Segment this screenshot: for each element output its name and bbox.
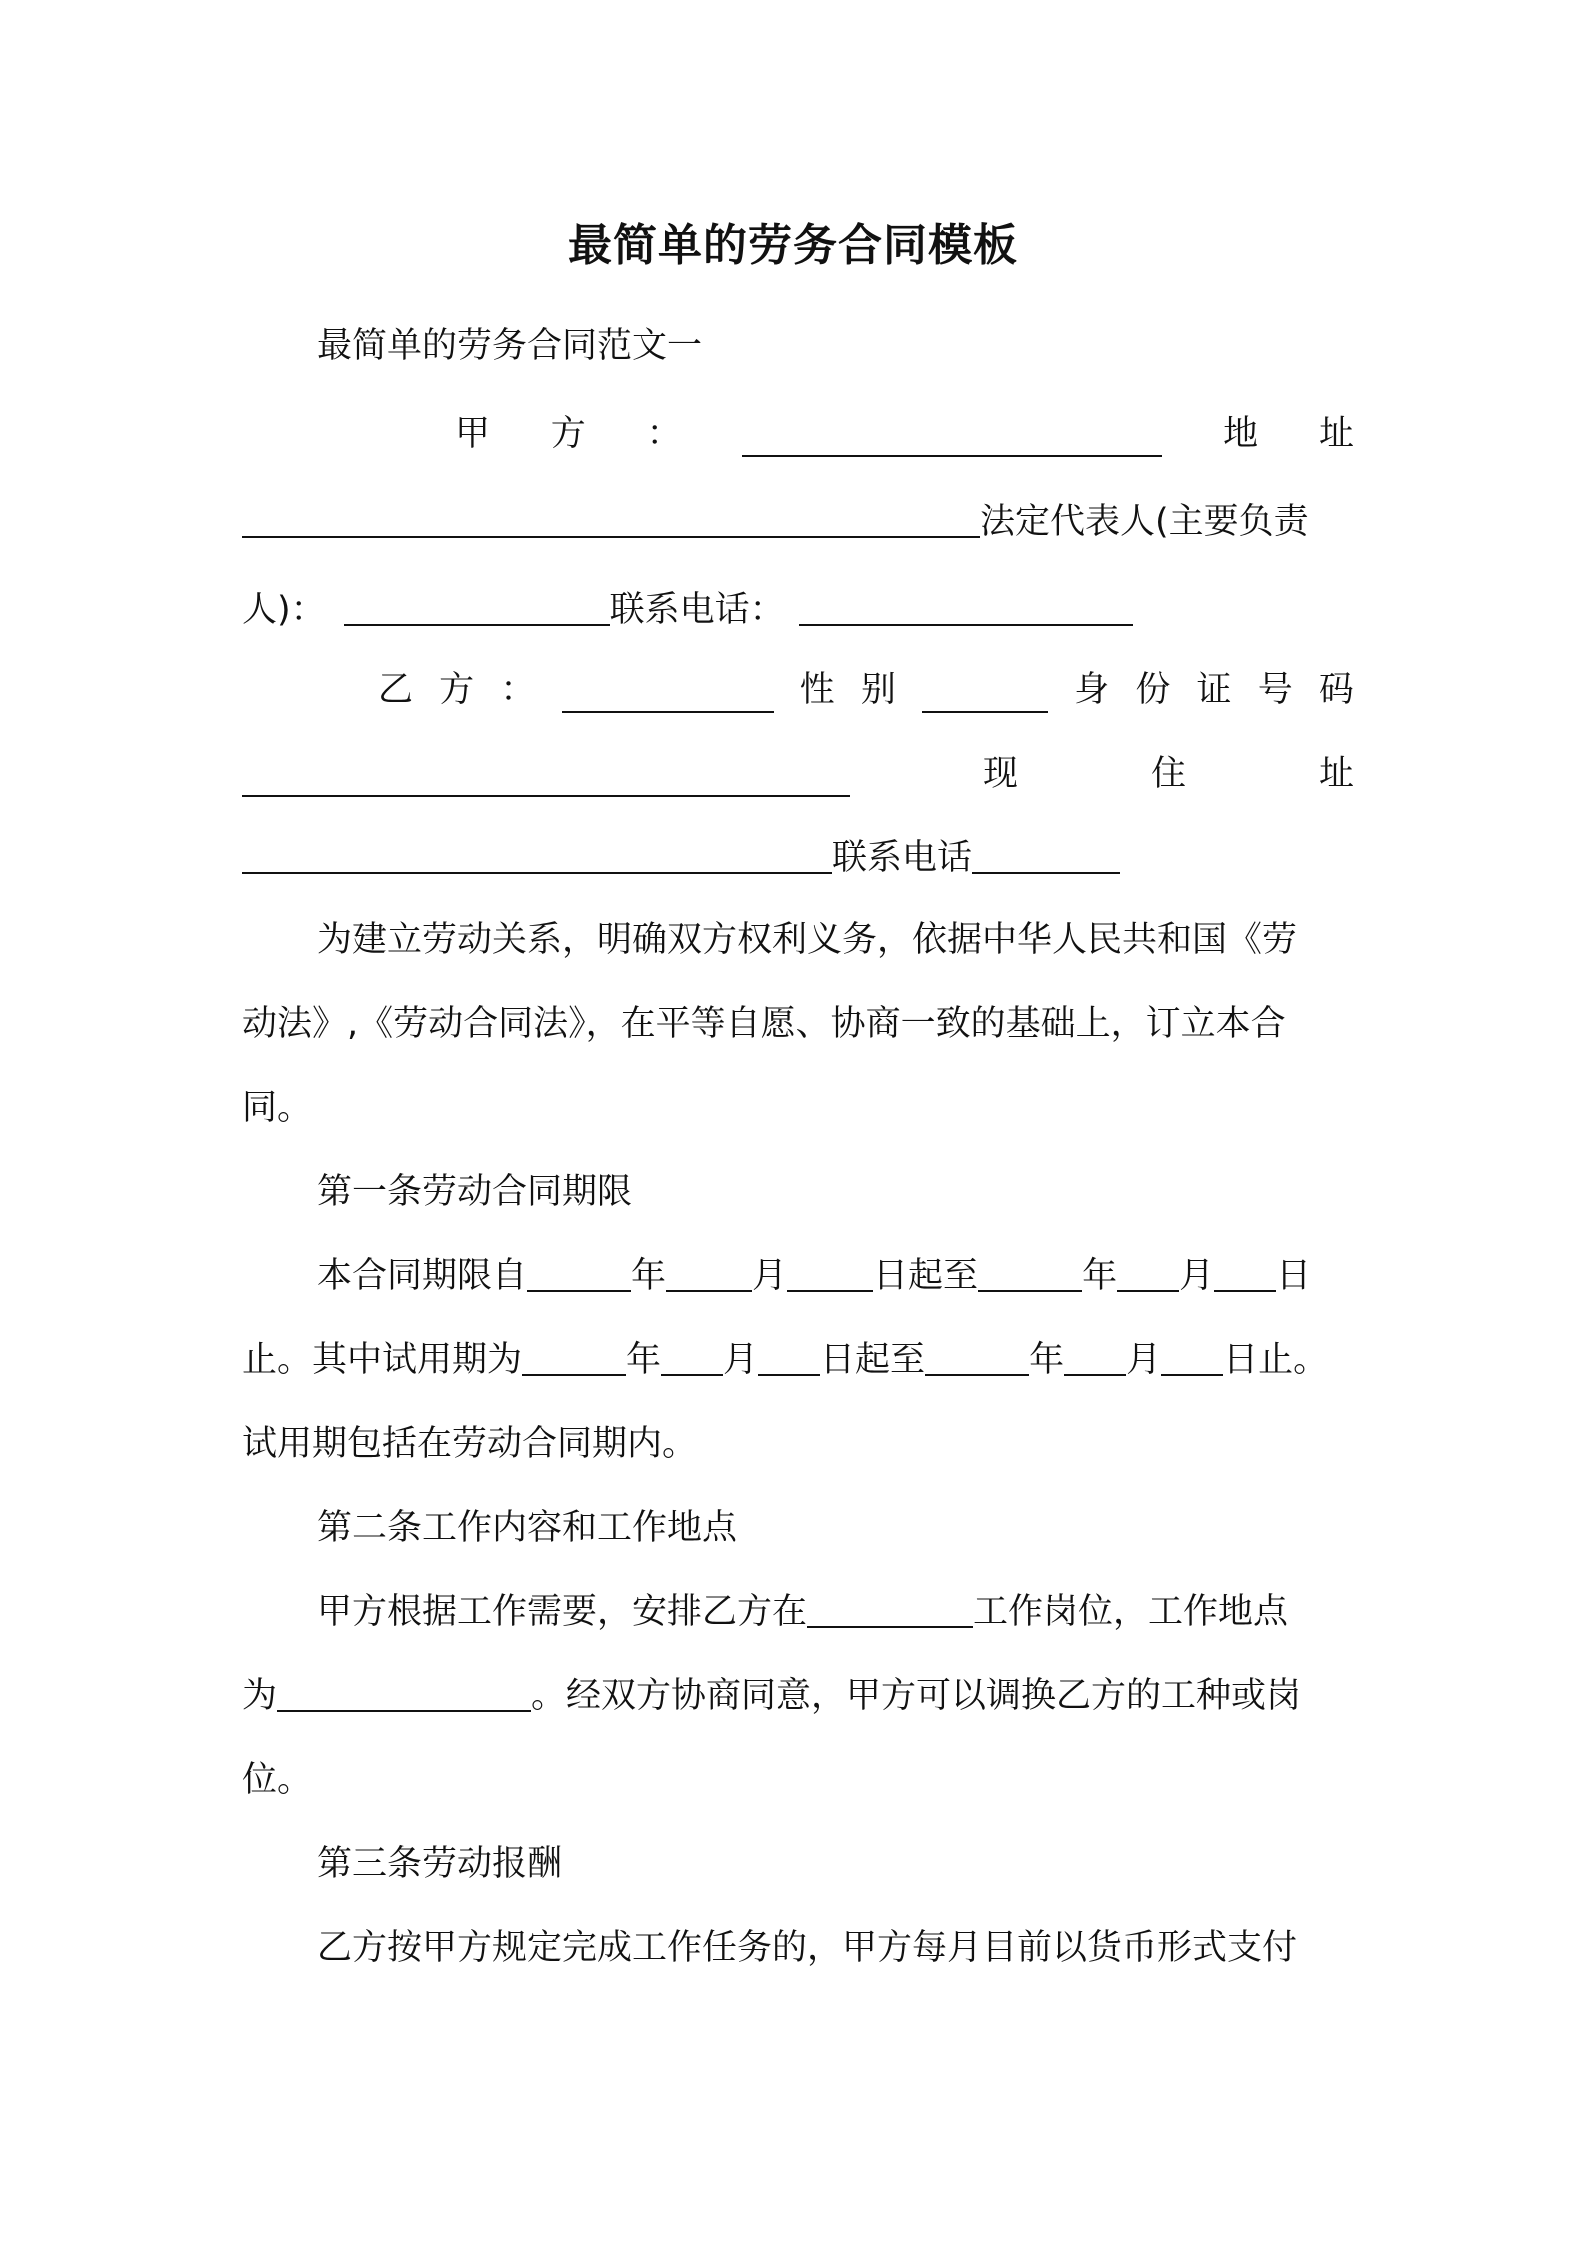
article-2-text-rest: 。经双方协商同意，甲方可以调换乙方的工种或岗	[531, 1676, 1302, 1716]
party-b-label-yi: 乙	[378, 670, 414, 710]
year-label: 年	[631, 1256, 667, 1296]
party-b-gender-blank	[922, 667, 1048, 713]
party-b-id-char-3: 号	[1257, 670, 1293, 710]
end-year-blank	[978, 1246, 1082, 1292]
party-a-label-fang: 方	[550, 414, 586, 454]
party-a-colon: ：	[646, 414, 682, 454]
probation-start-year-blank	[522, 1330, 626, 1376]
article-3-line-1: 乙方按甲方规定完成工作任务的，甲方每月目前以货币形式支付	[317, 1928, 1298, 1968]
end-month-blank	[1117, 1246, 1179, 1292]
year-label: 年	[1029, 1340, 1065, 1380]
party-a-legal-rep-label: 法定代表人(主要负责	[980, 502, 1309, 542]
intro-line-2: 动法》,《劳动合同法》，在平等自愿、协商一致的基础上，订立本合	[242, 1004, 1286, 1044]
article-2-line-3: 位。	[242, 1760, 313, 1800]
party-b-label-fang: 方	[439, 670, 475, 710]
party-b-line	[378, 660, 1354, 720]
article-2-text-cont: 工作岗位，工作地点	[973, 1592, 1289, 1632]
start-month-blank	[666, 1246, 752, 1292]
probation-end-day-blank	[1161, 1330, 1223, 1376]
article-1-line-2	[242, 1330, 1328, 1390]
party-b-gender-bie: 别	[860, 670, 896, 710]
party-b-id-char-2: 证	[1196, 670, 1232, 710]
party-b-phone-blank	[972, 828, 1120, 874]
party-b-id-char-0: 身	[1074, 670, 1110, 710]
day-label: 日	[1276, 1256, 1312, 1296]
party-b-residence-char-0: 现	[982, 754, 1018, 794]
to-label: 日起至	[873, 1256, 979, 1296]
party-a-address-line	[242, 492, 1309, 552]
probation-start-day-blank	[758, 1330, 820, 1376]
document-title: 最简单的劳务合同模板	[568, 220, 1018, 271]
probation-text: 止。其中试用期为	[242, 1340, 523, 1380]
party-a-rep-line	[242, 580, 1133, 640]
month-label: 月	[1126, 1340, 1162, 1380]
party-a-name-blank	[742, 411, 1162, 457]
party-b-name-blank	[562, 667, 774, 713]
article-2-line-1	[317, 1582, 1288, 1642]
party-a-phone-label: 联系电话：	[609, 590, 785, 630]
end-day-blank	[1214, 1246, 1276, 1292]
article-1-text: 本合同期限自	[317, 1256, 528, 1296]
start-day-blank	[787, 1246, 873, 1292]
party-b-residence-char-2: 址	[1318, 754, 1354, 794]
probation-end-year-blank	[925, 1330, 1029, 1376]
work-location-blank	[277, 1666, 531, 1712]
day-label: 日止。	[1223, 1340, 1329, 1380]
month-label: 月	[752, 1256, 788, 1296]
article-1-line-1	[317, 1246, 1311, 1306]
party-b-residence-char-1: 住	[1150, 754, 1186, 794]
party-b-colon: ：	[500, 670, 536, 710]
probation-end-month-blank	[1064, 1330, 1126, 1376]
party-b-id-char-1: 份	[1135, 670, 1171, 710]
party-a-address-blank	[242, 492, 980, 538]
month-label: 月	[723, 1340, 759, 1380]
intro-line-1: 为建立劳动关系，明确双方权利义务，依据中华人民共和国《劳	[317, 920, 1298, 960]
party-b-residence-blank	[242, 828, 832, 874]
year-label: 年	[1082, 1256, 1118, 1296]
article-2-heading: 第二条工作内容和工作地点	[317, 1508, 738, 1548]
party-b-phone-label: 联系电话	[832, 838, 973, 878]
party-b-id-char-4: 码	[1318, 670, 1354, 710]
article-1-heading: 第一条劳动合同期限	[317, 1172, 633, 1212]
intro-line-3: 同。	[242, 1088, 313, 1128]
article-2-text: 甲方根据工作需要，安排乙方在	[317, 1592, 808, 1632]
article-1-line-3: 试用期包括在劳动合同期内。	[242, 1424, 698, 1464]
to-label: 日起至	[820, 1340, 926, 1380]
probation-start-month-blank	[661, 1330, 723, 1376]
document-subtitle: 最简单的劳务合同范文一	[317, 326, 703, 366]
party-b-residence-line	[242, 828, 1120, 888]
party-a-address-zhi: 址	[1318, 414, 1354, 454]
party-b-id-blank	[242, 751, 850, 797]
article-2-wei: 为	[242, 1676, 278, 1716]
party-b-id-line	[242, 744, 1354, 804]
article-3-heading: 第三条劳动报酬	[317, 1844, 563, 1884]
start-year-blank	[527, 1246, 631, 1292]
year-label: 年	[626, 1340, 662, 1380]
party-a-rep-blank	[344, 580, 610, 626]
party-a-label-jia: 甲	[455, 414, 491, 454]
party-a-line	[455, 404, 1354, 464]
party-a-phone-blank	[799, 580, 1133, 626]
party-b-gender-xing: 性	[799, 670, 835, 710]
position-blank	[807, 1582, 973, 1628]
party-a-legal-rep-cont: 人)：	[242, 590, 326, 630]
article-2-line-2	[242, 1666, 1301, 1726]
party-a-address-di: 地	[1223, 414, 1259, 454]
month-label: 月	[1179, 1256, 1215, 1296]
